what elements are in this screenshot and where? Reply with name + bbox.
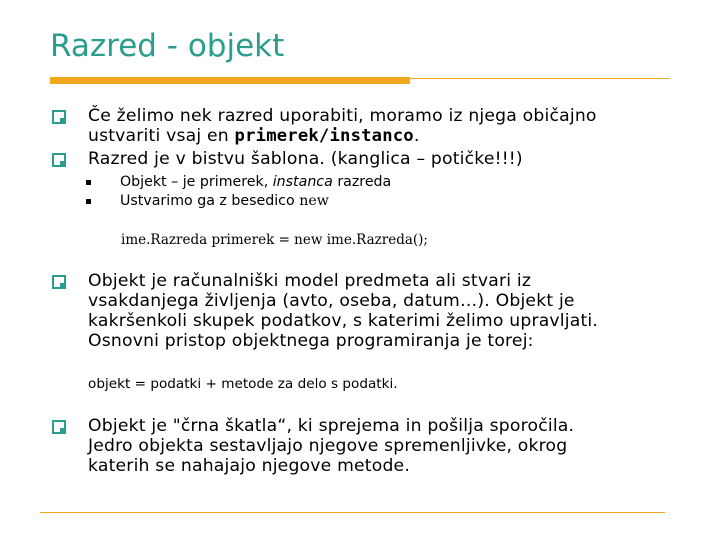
checkbox-bullet-icon (52, 420, 66, 434)
title-underline-accent (50, 77, 410, 84)
bullet-1-keyword: primerek/instanco (234, 126, 414, 146)
sub-bullet-1-text: Objekt – je primerek, (120, 174, 273, 190)
bullet-3-line-4: Osnovni pristop objektnega programiranja je torej: (88, 331, 534, 351)
bullet-1-text: ustvariti vsaj en (88, 126, 235, 146)
bullet-4-line-3: katerih se nahajajo njegove metode. (88, 456, 410, 476)
sub-bullet-2-text: Ustvarimo ga z besedico (120, 193, 300, 209)
bullet-1-end: . (413, 126, 420, 146)
bullet-4-line-1: Objekt je "črna škatla“, ki sprejema in pošilja sporočila. (88, 416, 575, 436)
footer-divider (40, 512, 665, 513)
sub-bullet-1-italic: instanca (272, 174, 333, 190)
bullet-1-line-1: Če želimo nek razred uporabiti, moramo iz njega običajno (88, 106, 597, 126)
title-underline-thin (410, 78, 670, 79)
square-bullet-icon (86, 199, 91, 204)
sub-bullet-2 (120, 192, 329, 211)
bullet-3-line-3: kakršenkoli skupek podatkov, s katerimi želimo upravljati. (88, 311, 599, 331)
square-bullet-icon (86, 180, 91, 185)
sub-bullet-2-keyword: new (299, 193, 329, 209)
bullet-3-line-2: vsakdanjega življenja (avto, oseba, datum…). Objekt je (88, 291, 575, 311)
checkbox-bullet-icon (52, 275, 66, 289)
slide-title: Razred - objekt (50, 28, 285, 64)
formula-text: objekt = podatki + metode za delo s podatki. (88, 376, 398, 392)
code-example: ime.Razreda primerek = new ime.Razreda(); (121, 232, 428, 248)
sub-bullet-1 (120, 173, 391, 192)
bullet-4-line-2: Jedro objekta sestavljajo njegove spremenljivke, okrog (88, 436, 568, 456)
bullet-1-line-2 (88, 127, 420, 147)
checkbox-bullet-icon (52, 153, 66, 167)
checkbox-bullet-icon (52, 110, 66, 124)
bullet-2-line-1: Razred je v bistvu šablona. (kanglica – potičke!!!) (88, 149, 523, 169)
bullet-3-line-1: Objekt je računalniški model predmeta ali stvari iz (88, 271, 532, 291)
sub-bullet-1-end: razreda (332, 174, 392, 190)
